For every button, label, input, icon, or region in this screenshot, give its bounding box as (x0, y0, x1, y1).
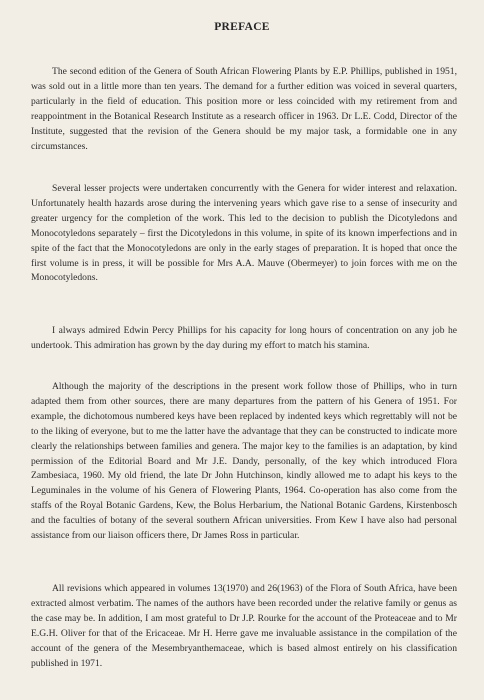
paragraph-2: Several lesser projects were undertaken concurrently with the Genera for wider interest and relaxation. Unfortunately health hazards arose during the intervening years which gave rise to a sense of insecurity and greater urgency for the completion of the work. This led to the decision to publish the Dicotyledons and Monocotyledons separately – first the Dicotyledons in this volume, in spite of its known imperfections and in spite of the fact that the Monocotyledons are only in the early stages of preparation. It is hoped that once the first volume is in press, it will be possible for Mrs A.A. Mauve (Obermeyer) to join forces with me on the Monocotyledons. (31, 183, 457, 284)
paragraph-1: The second edition of the Genera of South African Flowering Plants by E.P. Phillips, published in 1951, was sold out in a little more than ten years. The demand for a further edition was voiced in several quarters, particularly in the field of education. This position more or less coincided with my retirement from and reappointment in the Botanical Research Institute as a research officer in 1963. Dr L.E. Codd, Director of the Institute, suggested that the revision of the Genera should be my major task, a formidable one in any circumstances. (31, 66, 457, 152)
paragraph-5: All revisions which appeared in volumes 13(1970) and 26(1963) of the Flora of South Africa, have been extracted almost verbatim. The names of the authors have been recorded under the relative family or genus as the case may be. In addition, I am most grateful to Dr J.P. Rourke for the account of the Proteaceae and to Mr E.G.H. Oliver for that of the Ericaceae. Mr H. Herre gave me invaluable assistance in the compilation of the account of the genera of the Mesembryanthemaceae, which is based almost entirely on his classification published in 1971. (31, 583, 457, 669)
page-title: PREFACE (214, 21, 270, 33)
paragraph-3: I always admired Edwin Percy Phillips for his capacity for long hours of concentration on any job he undertook. This admiration has grown by the day during my effort to match his stamina. (31, 325, 457, 351)
paragraph-4: Although the majority of the descriptions in the present work follow those of Phillips, who in turn adapted them from other sources, there are many departures from the pattern of his Genera of 1951. For example, the dichotomous numbered keys have been replaced by indented keys which regrettably will not be to the liking of everyone, but to me the latter have the advantage that they can be constructed to indicate more clearly the relationships between families and genera. The major key to the families is an adaptation, by kind permission of the Editorial Board and Mr J.E. Dandy, personally, of the key which introduced Flora Zambesiaca, 1960. My old friend, the late Dr John Hutchinson, kindly allowed me to adapt his keys to the Leguminales in the volume of his Genera of Flowering Plants, 1964. Co-operation has also come from the staffs of the Royal Botanic Gardens, Kew, the Bolus Herbarium, the National Botanic Gardens, Kirstenbosch and the faculties of botany of the several southern African universities. From Kew I have also had personal assistance from our liaison officers there, Dr James Ross in particular. (31, 381, 457, 542)
